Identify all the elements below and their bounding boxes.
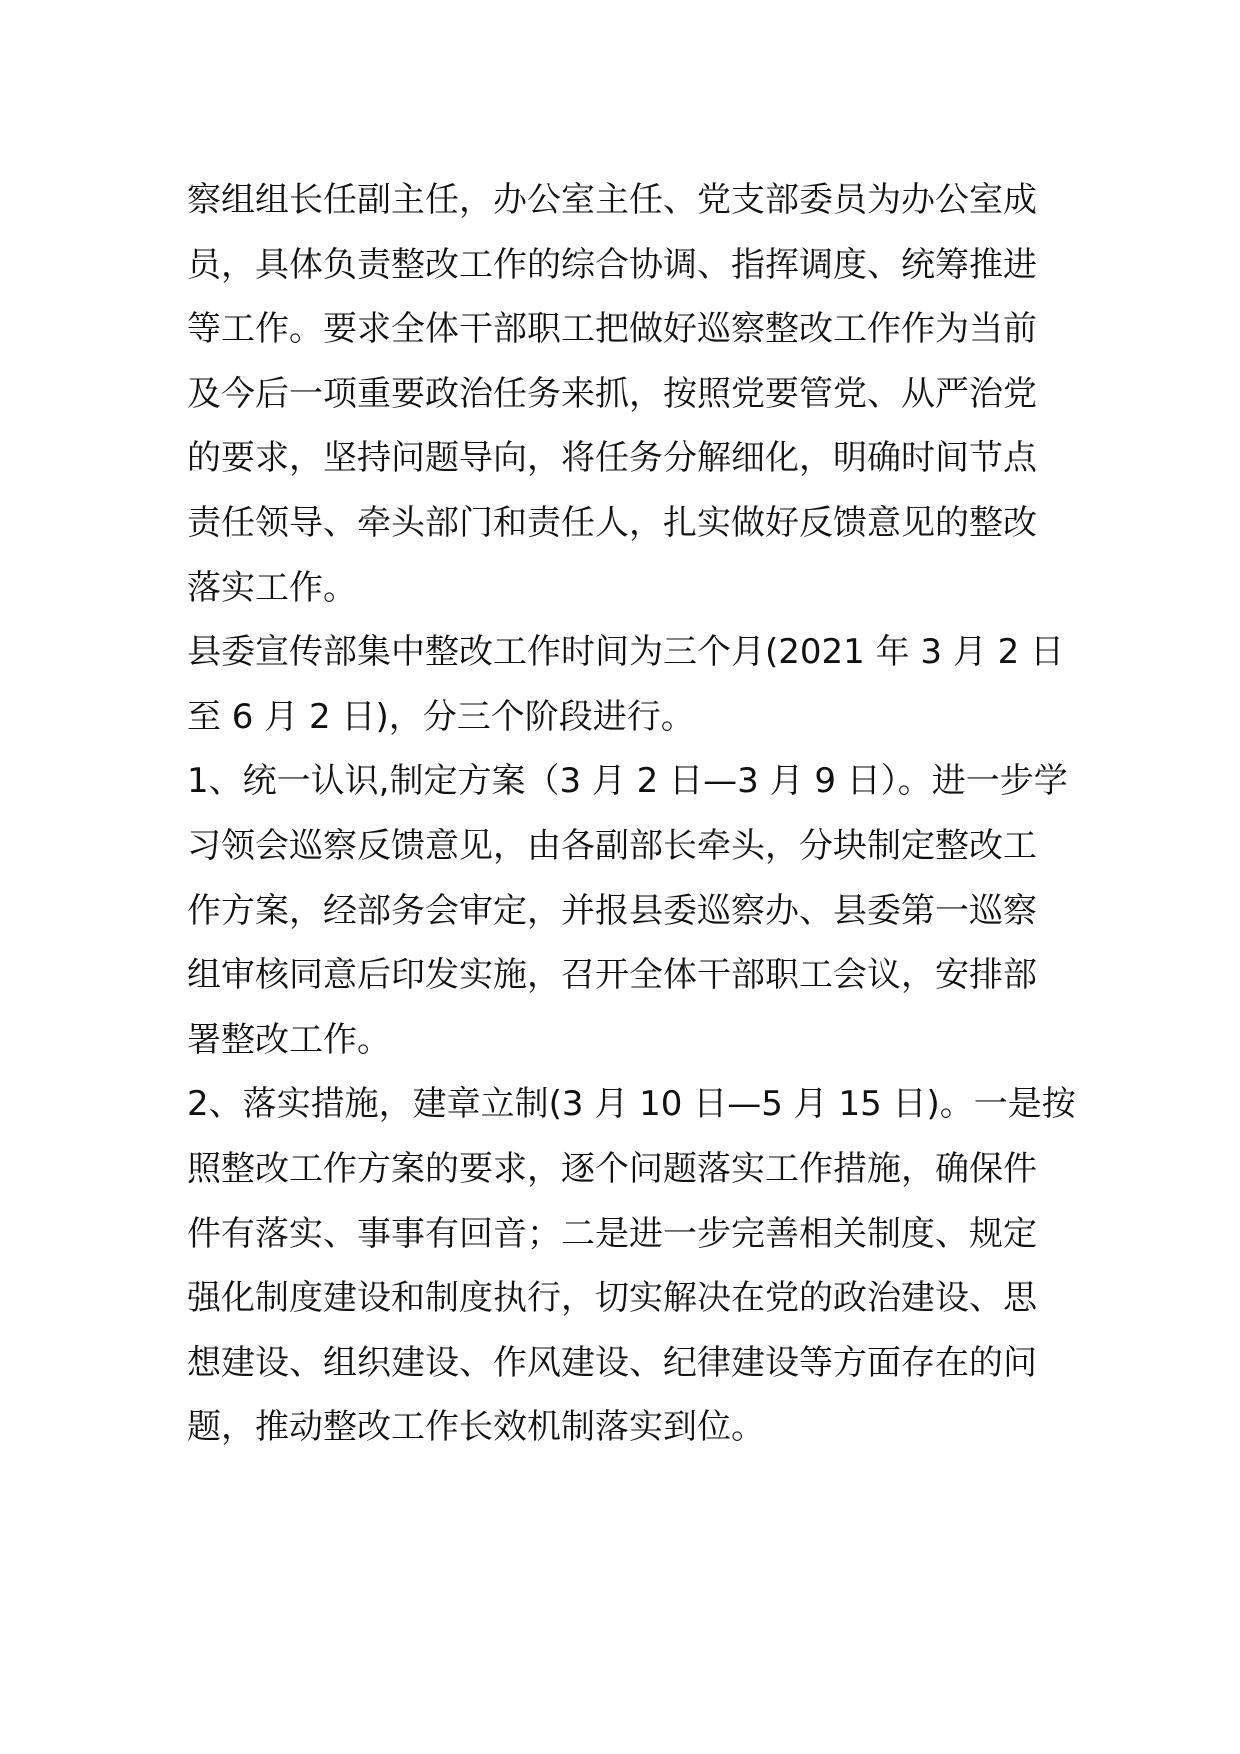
text-line: 组审核同意后印发实施，召开全体干部职工会议，安排部	[187, 955, 1037, 996]
text-line: 察组组长任副主任，办公室主任、党支部委员为办公室成	[187, 180, 1037, 220]
text-line: 责任领导、牵头部门和责任人，扎实做好反馈意见的整改	[187, 502, 1037, 543]
text-line: 习领会巡察反馈意见，由各副部长牵头，分块制定整改工	[187, 825, 1037, 866]
text-line: 1、统一认识,制定方案（3 月 2 日—3 月 9 日）。进一步学	[187, 761, 1068, 802]
text-line: 照整改工作方案的要求，逐个问题落实工作措施，确保件	[187, 1148, 1037, 1189]
text-line: 作方案，经部务会审定，并报县委巡察办、县委第一巡察	[187, 890, 1037, 931]
text-line: 题，推动整改工作长效机制落实到位。	[187, 1407, 765, 1448]
text-line: 署整改工作。	[187, 1019, 391, 1060]
text-line: 员，具体负责整改工作的综合协调、指挥调度、统筹推进	[187, 244, 1037, 285]
text-line: 至 6 月 2 日)，分三个阶段进行。	[187, 696, 695, 737]
text-line: 件有落实、事事有回音；二是进一步完善相关制度、规定	[187, 1213, 1037, 1254]
text-line: 2、落实措施，建章立制(3 月 10 日—5 月 15 日)。一是按	[187, 1084, 1076, 1125]
text-line: 落实工作。	[187, 567, 357, 608]
text-line: 强化制度建设和制度执行，切实解决在党的政治建设、思	[187, 1278, 1037, 1319]
text-line: 及今后一项重要政治任务来抓，按照党要管党、从严治党	[187, 373, 1037, 414]
text-line: 的要求，坚持问题导向，将任务分解细化，明确时间节点	[187, 438, 1037, 479]
text-line: 县委宣传部集中整改工作时间为三个月(2021 年 3 月 2 日	[187, 632, 1065, 673]
text-line: 等工作。要求全体干部职工把做好巡察整改工作作为当前	[187, 309, 1037, 350]
body-text	[187, 168, 1076, 1460]
text-line: 想建设、组织建设、作风建设、纪律建设等方面存在的问	[187, 1342, 1037, 1383]
